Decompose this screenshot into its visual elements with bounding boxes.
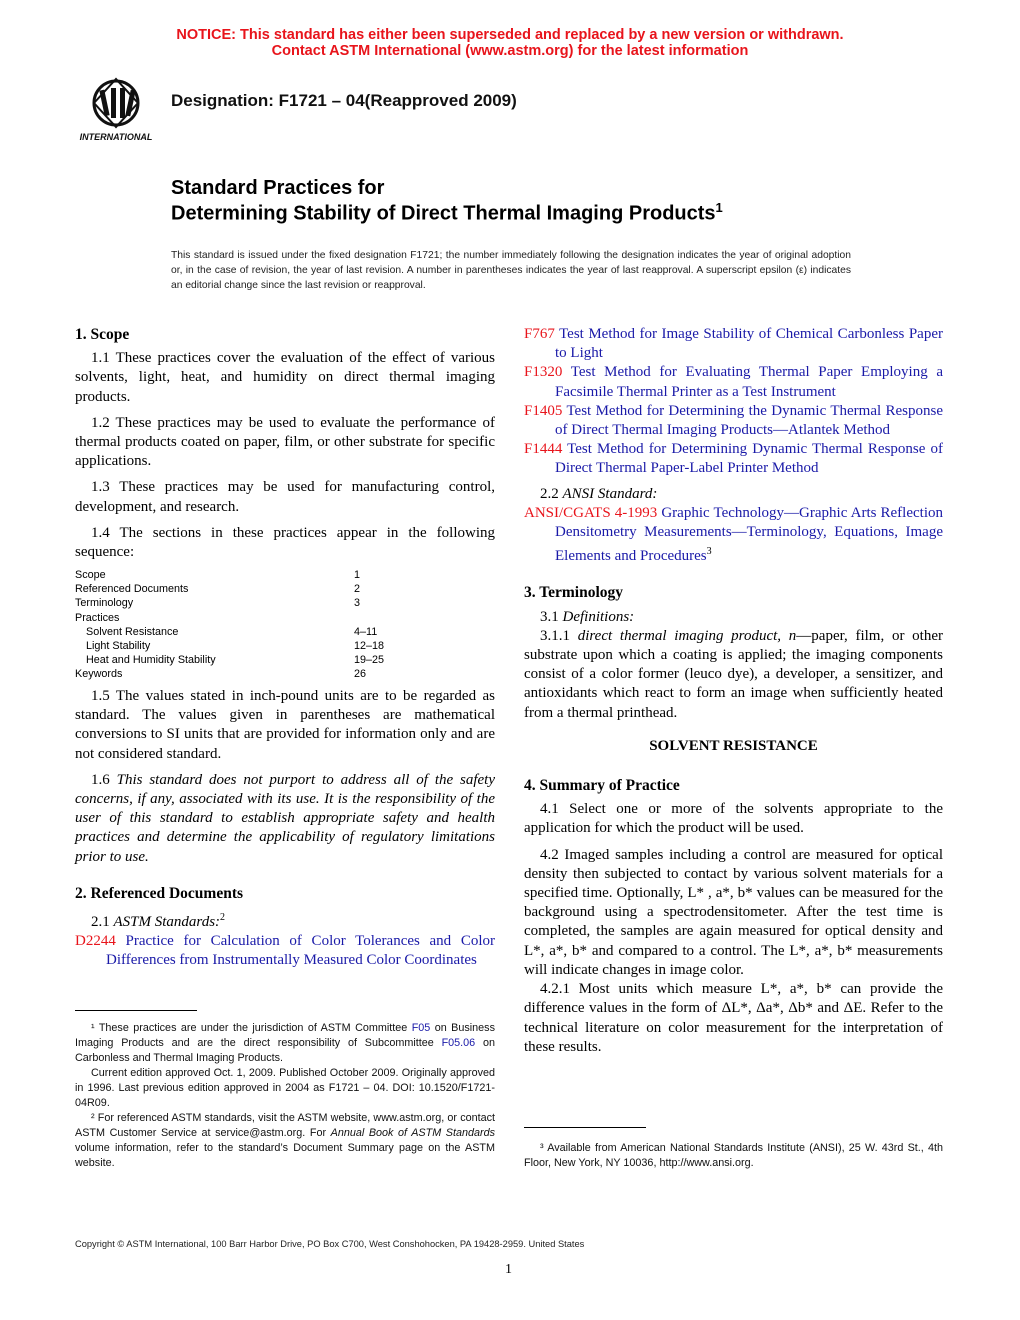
ref-ansi-title[interactable]: Graphic Technology—Graphic Arts Reflection Densitometry Measurements—Terminology, Equations, Image Elements and Procedures bbox=[555, 504, 943, 565]
ref-f1444 bbox=[524, 440, 943, 478]
ref-f1320 bbox=[524, 363, 943, 401]
withdrawal-notice bbox=[0, 27, 1020, 59]
toc-row: Solvent Resistance 4–11 bbox=[86, 625, 378, 638]
para-3-1: 3.1 Definitions: bbox=[540, 608, 635, 625]
para-4-1: 4.1 Select one or more of the solvents appropriate to the application for which the product will be used. bbox=[524, 801, 943, 837]
para-1-1: 1.1 These practices cover the evaluation of the effect of various solvents, light, heat, and humidity on direct thermal imaging products. bbox=[75, 350, 495, 405]
copyright: Copyright © ASTM International, 100 Barr Harbor Drive, PO Box C700, West Conshohocken, PA 19428-2959. United States bbox=[75, 1239, 585, 1249]
solvent-resistance-title: SOLVENT RESISTANCE bbox=[649, 737, 818, 754]
para-1-6: 1.6 This standard does not purport to address all of the safety concerns, if any, associated with its use. It is the responsibility of the user of this standard to establish appropriate safety and health practices and determine the applicability of regulatory limitations prior to use. bbox=[75, 771, 496, 865]
para-1-3: 1.3 These practices may be used for manufacturing control, development, and research. bbox=[75, 479, 495, 515]
ref-f767-link[interactable]: F767 bbox=[524, 326, 555, 342]
page-number: 1 bbox=[505, 1262, 512, 1277]
title-line-1: Standard Practices for bbox=[171, 177, 385, 199]
footnote-f05-link[interactable]: F05 bbox=[411, 1022, 431, 1034]
ref-f1405-title[interactable]: Test Method for Determining the Dynamic Thermal Response of Direct Thermal Imaging Products—Atlantek Method bbox=[555, 402, 943, 439]
footnote-3: ³ Available from American National Standards Institute (ANSI), 25 W. 43rd St., 4th Floor, New York, NY 10036, http://www.ansi.org. bbox=[524, 1142, 943, 1169]
para-1-5: 1.5 The values stated in inch-pound units are to be regarded as standard. The values given in parentheses are mathematical conversions to SI units that are provided for information only and are not considered standard. bbox=[75, 688, 495, 762]
ref-d2244-link[interactable]: D2244 bbox=[75, 933, 116, 950]
scope-heading: 1. Scope bbox=[75, 326, 130, 343]
ref-f767-title[interactable]: Test Method for Image Stability of Chemical Carbonless Paper to Light bbox=[555, 326, 943, 362]
para-2-1: 2.1 ASTM Standards:$^2$ bbox=[91, 912, 226, 931]
toc-row: Terminology 3 bbox=[75, 597, 361, 610]
scope-continued bbox=[75, 687, 495, 971]
footnote-f0506-link[interactable]: F05.06 bbox=[441, 1037, 476, 1049]
references-heading: 2. Referenced Documents bbox=[75, 884, 244, 902]
notice-line-2: Contact ASTM International (www.astm.org) for the latest information bbox=[271, 43, 749, 59]
para-4-2: 4.2 Imaged samples including a control are measured for optical density then subjected to contact by various solvent materials for a specified time. Optionally, L* , a*, b* values can be measured for the background using a spectrodensitometer. After the test time is completed, the samples are again measured for optical density and L*, a*, b* and compared to a control. The L*, a*, b* measurements will indicate changes in image color. bbox=[524, 846, 943, 978]
notice-line-1: NOTICE: This standard has either been superseded and replaced by a new version or withdrawn. bbox=[176, 27, 844, 43]
footnote-rule bbox=[75, 1010, 197, 1011]
designation: Designation: F1721 – 04(Reapproved 2009) bbox=[171, 91, 517, 110]
ref-f1320-link[interactable]: F1320 bbox=[524, 364, 563, 381]
toc-row: Practices bbox=[75, 611, 120, 624]
para-2-2: 2.2 ANSI Standard: bbox=[540, 485, 658, 502]
sections-table bbox=[75, 568, 495, 682]
scope-section bbox=[75, 325, 495, 562]
toc-row: Referenced Documents 2 bbox=[75, 583, 361, 596]
footnote-rule-right bbox=[524, 1127, 646, 1128]
para-1-2: 1.2 These practices may be used to evaluate the performance of thermal products coated on paper, film, or other substrate for specific applications. bbox=[75, 414, 495, 470]
issue-note: This standard is issued under the fixed designation F1721; the number immediately following the designation indicates the year of original adoption or, in the case of revision, the year of last revision. A number in parentheses indicates the year of last reapproval. A superscript epsilon (ε) indicates an editorial change since the last revision or reapproval. bbox=[171, 250, 851, 291]
para-4-2-1: 4.2.1 Most units which measure L*, a*, b* can provide the difference values in the form of ΔL*, Δa*, Δb* and ΔE. Refer to the technical literature on color measurement for the interpretation of these results. bbox=[524, 981, 943, 1055]
summary-heading: 4. Summary of Practice bbox=[524, 777, 680, 795]
ref-ansi: ANSI/CGATS 4-1993 Graphic Technology—Graphic Arts Reflection Densitometry Measurements—Terminology, Equations, Image Elements and Procedures$^3$ bbox=[524, 504, 943, 565]
toc-row: Keywords 26 bbox=[75, 668, 367, 681]
ref-d2244 bbox=[75, 932, 495, 970]
footnote-1-edition: Current edition approved Oct. 1, 2009. Published October 2009. Originally approved in 1996. Last previous edition approved in 2004 as F1721 – 04. DOI: 10.1520/F1721-04R09. bbox=[75, 1067, 495, 1109]
astm-logo bbox=[72, 76, 164, 146]
ref-ansi-link[interactable]: ANSI/CGATS 4-1993 bbox=[524, 504, 658, 521]
ref-f1405 bbox=[524, 402, 943, 440]
ref-f1444-title[interactable]: Test Method for Determining Dynamic Thermal Response of Direct Thermal Paper-Label Printer Method bbox=[555, 441, 943, 477]
references-continued bbox=[524, 325, 943, 1057]
terminology-heading: 3. Terminology bbox=[524, 584, 624, 602]
footnote-1: ¹ These practices are under the jurisdiction of ASTM Committee F05 on Business Imaging Products and are the direct responsibility of Subcommittee F05.06 on Carbonless and Thermal Imaging Products. bbox=[75, 1022, 495, 1064]
title-line-2 bbox=[171, 200, 723, 226]
ref-d2244-title[interactable]: Practice for Calculation of Color Tolerances and Color Differences from Instrumentally Measured Color Coordinates bbox=[106, 933, 495, 969]
ref-f1405-link[interactable]: F1405 bbox=[524, 402, 563, 419]
para-3-1-1: 3.1.1 direct thermal imaging product, n—paper, film, or other substrate upon which a coating is applied; the imaging components consist of a color former (leuco dye), a developer, a sensitizer, and antioxidants which react to form an image when sufficiently heated from a thermal printhead. bbox=[524, 627, 943, 721]
ref-f1444-link[interactable]: F1444 bbox=[524, 441, 563, 458]
para-1-4: 1.4 The sections in these practices appear in the following sequence: bbox=[75, 524, 495, 561]
title-footnote-mark: 1 bbox=[715, 200, 723, 215]
ref-f767 bbox=[524, 325, 943, 363]
ref-f1320-title[interactable]: Test Method for Evaluating Thermal Paper Employing a Facsimile Thermal Printer as a Test Instrument bbox=[555, 364, 943, 400]
logo-text: INTERNATIONAL bbox=[79, 132, 153, 142]
toc-row: Light Stability 12–18 bbox=[86, 639, 385, 652]
toc-row: Scope 1 bbox=[75, 569, 361, 581]
title-text: Determining Stability of Direct Thermal Imaging Products bbox=[171, 202, 716, 225]
toc-row: Heat and Humidity Stability 19–25 bbox=[86, 654, 385, 667]
footnote-2: ² For referenced ASTM standards, visit the ASTM website, www.astm.org, or contact ASTM Customer Service at service@astm.org. For Annual Book of ASTM Standards volume information, refer to the standard’s Document Summary page on the ASTM website. bbox=[75, 1112, 496, 1169]
left-footnotes bbox=[75, 1021, 495, 1171]
